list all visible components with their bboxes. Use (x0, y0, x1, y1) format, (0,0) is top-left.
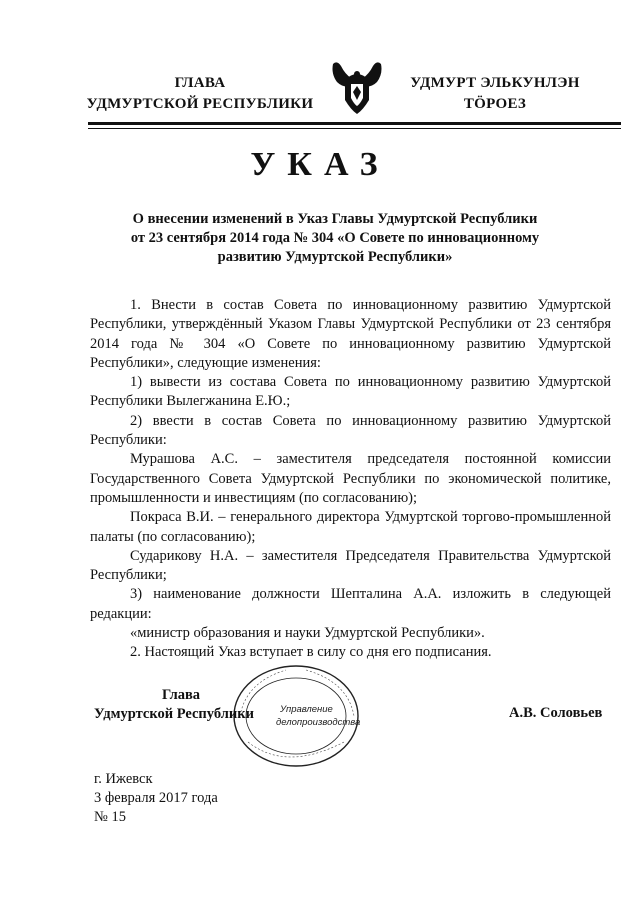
paragraph-2: 1) вывести из состава Совета по инновационному развитию Удмуртской Республики Вылегжанина Е.Ю.; (90, 374, 611, 410)
signatory-name: А.В. Соловьев (509, 705, 603, 721)
stamp-line1: Управление (280, 704, 333, 715)
paragraph-3: 2) ввести в состав Совета по инновационному развитию Удмуртской Республики: (90, 412, 611, 449)
document-title: УКАЗ (250, 146, 390, 183)
subject-line1: О внесении изменений в Указ Главы Удмуртской Республики (132, 211, 538, 227)
signature-title-line2: Удмуртской Республики (94, 706, 254, 722)
footer-number: № 15 (94, 809, 126, 825)
paragraph-1: 1. Внести в состав Совета по инновационному развитию Удмуртской Республики, утверждённый Указом Главы Удмуртской Республики от 23 сентября 2014 года № 304 «О Совете по инновационному развитию Удмуртской Республики», следующие изменения: (90, 297, 611, 371)
paragraph-4: Мурашова А.С. – заместителя председателя постоянной комиссии Государственного Совета Удмуртской Республики по экономической политике, промышленности и инвестициям (по согласованию); (90, 451, 611, 506)
coat-of-arms-emblem-icon (325, 56, 389, 116)
header-right-line2: ТӦРОЕЗ (463, 96, 527, 112)
header-left (80, 73, 320, 115)
signature-title (94, 686, 294, 724)
footer-date: 3 февраля 2017 года (94, 790, 218, 806)
paragraph-8: «министр образования и науки Удмуртской Республики». (130, 625, 485, 642)
signature-title-line1: Глава (162, 687, 201, 703)
footer-city: г. Ижевск (94, 771, 153, 787)
subject-line3: развитию Удмуртской Республики» (217, 249, 453, 265)
stamp-line2: делопроизводства (276, 717, 360, 728)
header-left-line1: ГЛАВА (174, 75, 226, 91)
paragraph-5: Покраса В.И. – генерального директора Удмуртской торгово-промышленной палаты (по согласованию); (90, 509, 611, 545)
header-right (400, 73, 590, 115)
paragraph-6: Сударикову Н.А. – заместителя Председателя Правительства Удмуртской Республики; (90, 547, 611, 584)
header-rule-thick (88, 122, 621, 125)
document-body (90, 296, 611, 663)
document-subject (110, 210, 560, 267)
paragraph-7: 3) наименование должности Шепталина А.А. изложить в следующей редакции: (90, 586, 611, 622)
header-right-line1: УДМУРТ ЭЛЬКУНЛЭН (410, 75, 580, 91)
header-rule-thin (88, 128, 621, 129)
document-footer (94, 770, 218, 827)
paragraph-9: 2. Настоящий Указ вступает в силу со дня его подписания. (130, 644, 492, 661)
subject-line2: от 23 сентября 2014 года № 304 «О Совете по инновационному (130, 230, 540, 246)
header-left-line2: УДМУРТСКОЙ РЕСПУБЛИКИ (86, 96, 314, 112)
